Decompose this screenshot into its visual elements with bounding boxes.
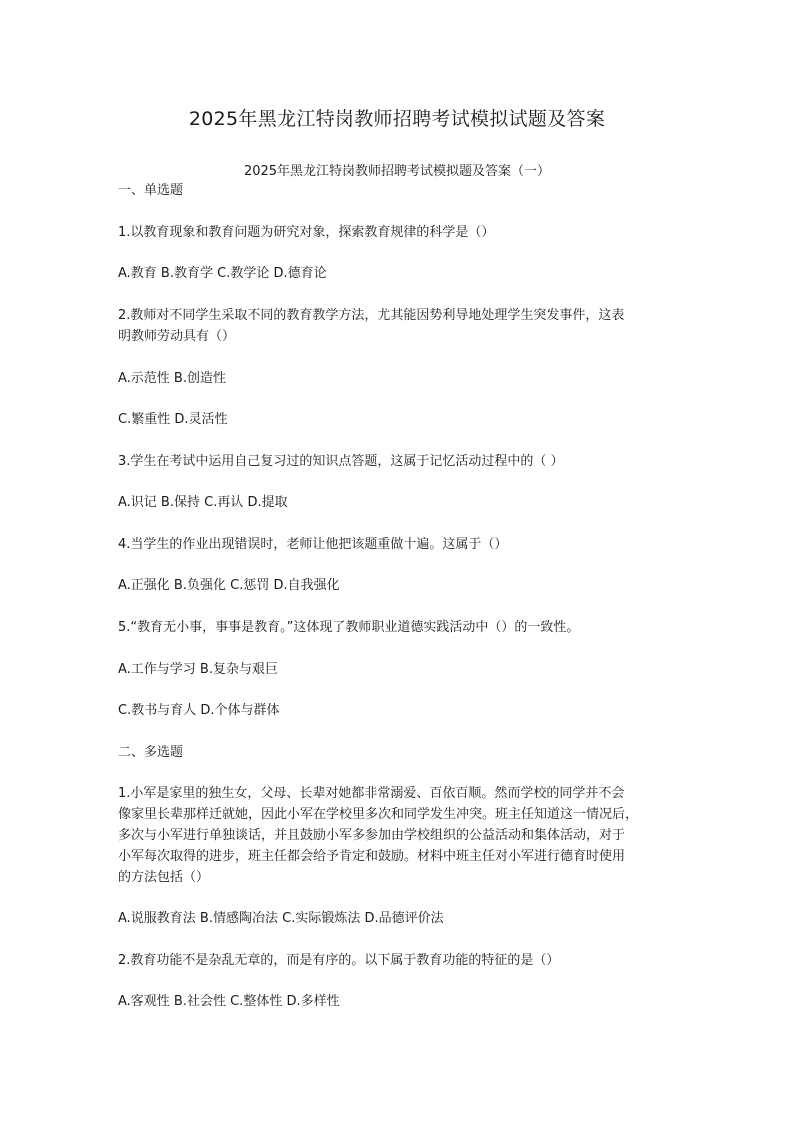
mc-question-2: 2.教育功能不是杂乱无章的，而是有序的。以下属于教育功能的特征的是（） <box>118 953 560 968</box>
mc-question-1-line-4: 小军每次取得的进步，班主任都会给予肯定和鼓励。材料中班主任对小军进行德育时使用 <box>118 849 626 864</box>
question-5-options-1: A.工作与学习 B.复杂与艰巨 <box>118 662 278 677</box>
section-heading-single-choice: 一、单选题 <box>118 183 184 198</box>
question-2-line-2: 明教师劳动具有（） <box>118 329 236 344</box>
question-1-options: A.教育 B.教育学 C.教学论 D.德育论 <box>118 266 327 281</box>
question-3: 3.学生在考试中运用自己复习过的知识点答题，这属于记忆活动过程中的（ ） <box>118 454 564 469</box>
question-1: 1.以教育现象和教育问题为研究对象，探索教育规律的科学是（） <box>118 225 495 240</box>
question-4: 4.当学生的作业出现错误时，老师让他把该题重做十遍。这属于（） <box>118 537 508 552</box>
question-2-options-2: C.繁重性 D.灵活性 <box>118 412 228 427</box>
question-2-options-1: A.示范性 B.创造性 <box>118 371 226 386</box>
mc-question-1-options: A.说服教育法 B.情感陶冶法 C.实际锻炼法 D.品德评价法 <box>118 911 444 926</box>
mc-question-2-options: A.客观性 B.社会性 C.整体性 D.多样性 <box>118 994 340 1009</box>
document-subtitle: 2025年黑龙江特岗教师招聘考试模拟题及答案（一） <box>243 164 551 179</box>
mc-question-1-line-1: 1.小军是家里的独生女，父母、长辈对她都非常溺爱、百依百顺。然而学校的同学并不会 <box>118 786 625 801</box>
question-5-options-2: C.教书与育人 D.个体与群体 <box>118 703 280 718</box>
mc-question-1-line-2: 像家里长辈那样迁就她，因此小军在学校里多次和同学发生冲突。班主任知道这一情况后， <box>118 807 639 822</box>
mc-question-1-line-3: 多次与小军进行单独谈话，并且鼓励小军多参加由学校组织的公益活动和集体活动，对于 <box>118 828 626 843</box>
document-title: 2025年黑龙江特岗教师招聘考试模拟试题及答案 <box>188 108 606 130</box>
question-2-line-1: 2.教师对不同学生采取不同的教育教学方法，尤其能因势利导地处理学生突发事件，这表 <box>118 308 625 323</box>
question-3-options: A.识记 B.保持 C.再认 D.提取 <box>118 495 288 510</box>
mc-question-1-line-5: 的方法包括（） <box>118 870 210 885</box>
section-heading-multiple-choice: 二、多选题 <box>118 745 184 760</box>
question-4-options: A.正强化 B.负强化 C.惩罚 D.自我强化 <box>118 578 340 593</box>
question-5: 5.“教育无小事，事事是教育。”这体现了教师职业道德实践活动中（）的一致性。 <box>118 620 580 635</box>
